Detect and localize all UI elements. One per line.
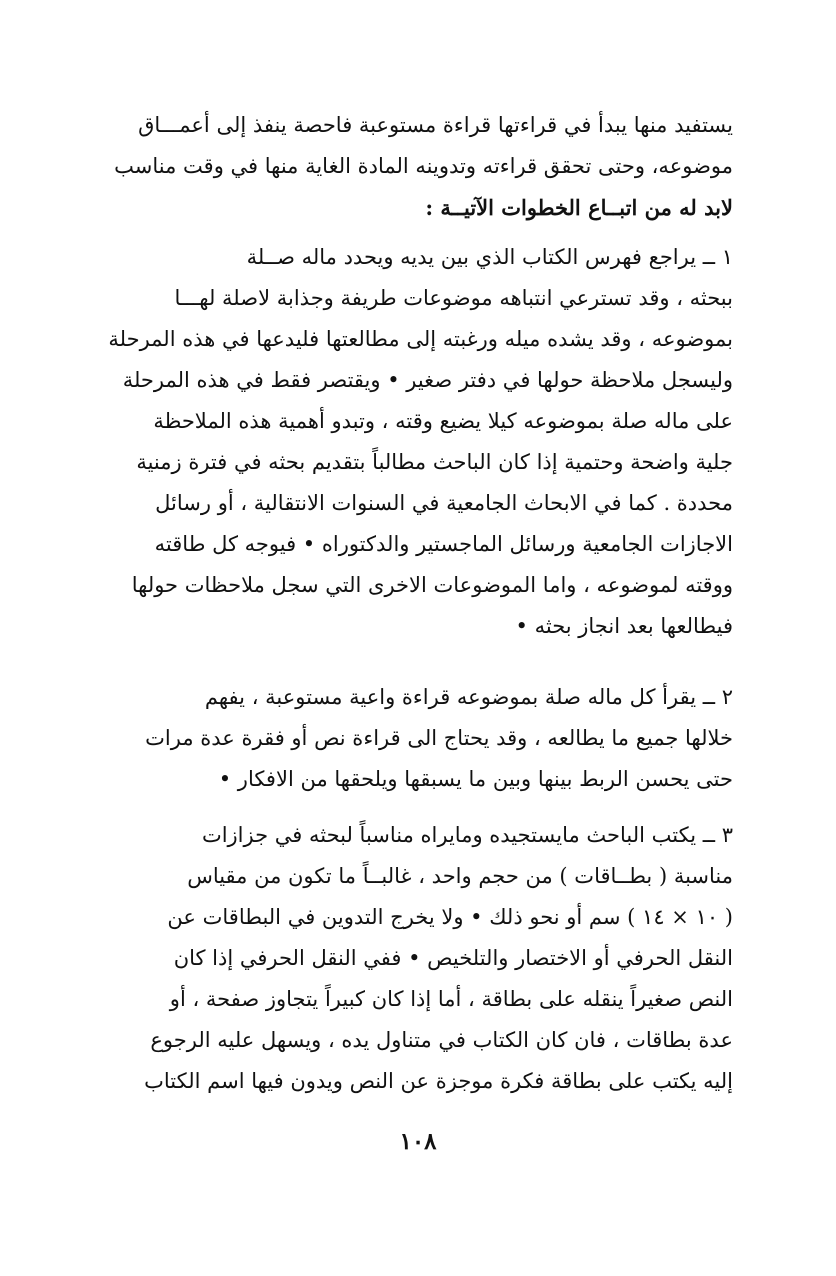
text-line: فيطالعها بعد انجاز بحثه • xyxy=(515,614,733,638)
text-line: مناسبة ( بطــاقات ) من حجم واحد ، غالبــاً ما تكون من مقياس xyxy=(187,864,733,888)
text-line: النقل الحرفي أو الاختصار والتلخيص • ففي النقل الحرفي إذا كان xyxy=(173,946,733,970)
text-line: ( ١٠ × ١٤ ) سم أو نحو ذلك • ولا يخرج التدوين في البطاقات عن xyxy=(167,905,733,929)
text-line: حتى يحسن الربط بينها وبين ما يسبقها ويلحقها من الافكار • xyxy=(218,767,733,791)
intro-paragraph xyxy=(103,105,733,228)
text-line: ١ ــ يراجع فهرس الكتاب الذي بين يديه ويحدد ماله صــلة xyxy=(246,245,733,269)
text-line: موضوعه، وحتى تحقق قراءته وتدوينه المادة الغاية منها في وقت مناسب xyxy=(114,154,733,178)
text-line: النص صغيراً ينقله على بطاقة ، أما إذا كان كبيراً يتجاوز صفحة ، أو xyxy=(169,987,733,1011)
text-line: وليسجل ملاحظة حولها في دفتر صغير • ويقتصر فقط في هذه المرحلة xyxy=(122,368,733,392)
page-number: ١٠٨ xyxy=(399,1128,437,1155)
text-line: ببحثه ، وقد تسترعي انتباهه موضوعات طريفة وجذابة لاصلة لهـــا xyxy=(174,286,733,310)
text-line: الاجازات الجامعية ورسائل الماجستير والدكتوراه • فيوجه كل طاقته xyxy=(154,532,733,556)
paragraph-3 xyxy=(103,815,733,1102)
text-line: يستفيد منها يبدأ في قراءتها قراءة مستوعبة فاحصة ينفذ إلى أعمـــاق xyxy=(138,113,733,137)
text-line: على ماله صلة بموضوعه كيلا يضيع وقته ، وتبدو أهمية هذه الملاحظة xyxy=(153,409,733,433)
text-line: جلية واضحة وحتمية إذا كان الباحث مطالباً بتقديم بحثه في فترة زمنية xyxy=(136,450,733,474)
text-line: خلالها جميع ما يطالعه ، وقد يحتاج الى قراءة نص أو فقرة عدة مرات xyxy=(145,726,733,750)
paragraph-1 xyxy=(103,237,733,647)
text-line: بموضوعه ، وقد يشده ميله ورغبته إلى مطالعتها فليدعها في هذه المرحلة xyxy=(108,327,733,351)
paragraph-2 xyxy=(103,677,733,800)
text-line: ٢ ــ يقرأ كل ماله صلة بموضوعه قراءة واعية مستوعبة ، يفهم xyxy=(204,685,733,709)
text-line: محددة . كما في الابحاث الجامعية في السنوات الانتقالية ، أو رسائل xyxy=(155,491,733,515)
section-heading-line: لابد له من اتبــاع الخطوات الآتيــة : xyxy=(425,195,733,220)
text-line: ٣ ــ يكتب الباحث مايستجيده ومايراه مناسباً لبحثه في جزازات xyxy=(201,823,733,847)
text-line: ووقته لموضوعه ، واما الموضوعات الاخرى التي سجل ملاحظات حولها xyxy=(131,573,733,597)
text-line: عدة بطاقات ، فان كان الكتاب في متناول يده ، ويسهل عليه الرجوع xyxy=(150,1028,733,1052)
text-line: إليه يكتب على بطاقة فكرة موجزة عن النص ويدون فيها اسم الكتاب xyxy=(144,1069,733,1093)
